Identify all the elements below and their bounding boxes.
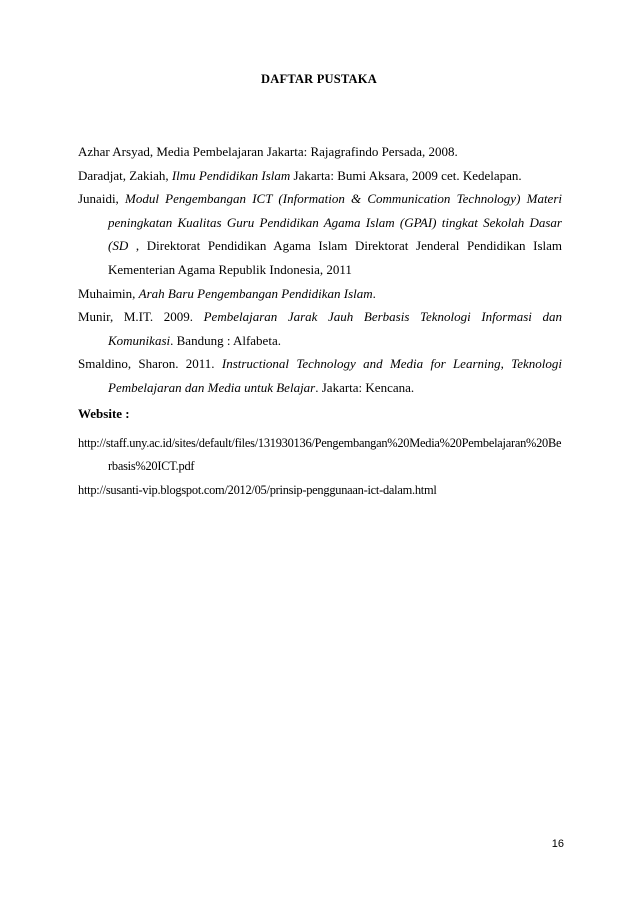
reference-entry-muhaimin (78, 282, 562, 306)
reference-entry-munir (78, 305, 562, 352)
reference-title: Modul Pengembangan ICT (Information & Communication Technology) Materi peningkatan Kualitas Guru Pendidikan Agama Islam (GPAI) tingkat Sekolah Dasar (SD (108, 191, 562, 254)
reference-tail: . Bandung : Alfabeta. (170, 332, 281, 348)
reference-tail: Jakarta: Bumi Aksara, 2009 cet. Kedelapan. (290, 167, 522, 183)
reference-entry-junaidi (78, 187, 562, 281)
website-link-uny[interactable]: http://staff.uny.ac.id/sites/default/files/131930136/Pengembangan%20Media%20Pembelajaran%20Berbasis%20ICT.pdf (78, 436, 562, 474)
reference-entry-arsyad (78, 140, 562, 164)
reference-lead: Daradjat, Zakiah, (78, 167, 172, 183)
reference-list (78, 140, 562, 400)
website-list (78, 432, 562, 502)
reference-lead: Azhar Arsyad, Media Pembelajaran Jakarta: Rajagrafindo Persada, 2008. (78, 144, 458, 159)
reference-title: Ilmu Pendidikan Islam (171, 167, 291, 183)
reference-lead: Smaldino, Sharon. 2011. (78, 356, 222, 372)
reference-tail: . (372, 285, 376, 301)
reference-lead: Muhaimin, (78, 285, 139, 301)
page-number: 16 (551, 838, 564, 850)
reference-entry-smaldino (78, 352, 562, 399)
reference-entry-daradjat (78, 164, 562, 188)
website-heading: Website : (78, 406, 130, 421)
reference-title: Arah Baru Pengembangan Pendidikan Islam (138, 285, 373, 301)
reference-tail: , Direktorat Pendidikan Agama Islam Direktorat Jenderal Pendidikan Islam Kementerian Agama Republik Indonesia, 2011 (108, 238, 562, 277)
reference-title: Instructional Technology and Media for Learning, Teknologi Pembelajaran dan Media untuk Belajar (108, 356, 562, 395)
page-title: DAFTAR PUSTAKA (261, 72, 377, 86)
reference-title: Pembelajaran Jarak Jauh Berbasis Teknologi Informasi dan Komunikasi (108, 309, 563, 348)
reference-lead: Munir, M.IT. 2009. (78, 309, 204, 325)
reference-lead: Junaidi, (78, 191, 126, 207)
reference-tail: . Jakarta: Kencana. (315, 379, 415, 395)
website-link-blogspot[interactable]: http://susanti-vip.blogspot.com/2012/05/prinsip-penggunaan-ict-dalam.html (78, 482, 437, 497)
